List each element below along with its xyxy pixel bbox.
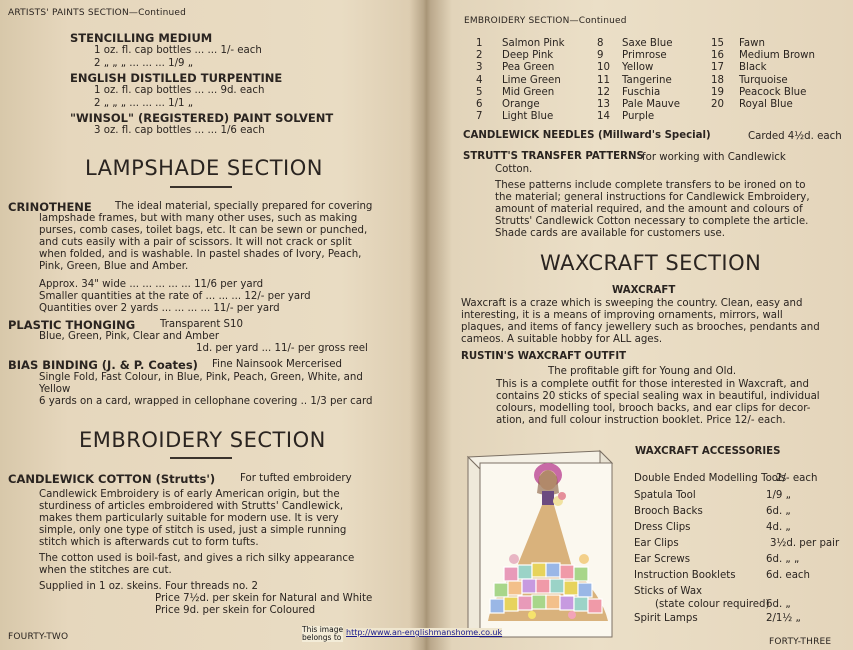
accessory-name: Spatula Tool bbox=[634, 490, 696, 501]
colour-number: 2 bbox=[476, 50, 483, 62]
waxcraft-para-line-4: cameos. A suitable hobby for ALL ages. bbox=[461, 334, 663, 345]
stencilling-row-2: 2 „ „ „ ... ... ... 1/9 „ bbox=[94, 58, 194, 69]
lampshade-heading: LAMPSHADE SECTION bbox=[85, 156, 323, 180]
colour-name: Saxe Blue bbox=[622, 38, 673, 49]
crinothene-line-2: lampshade frames, but with many other uses, such as making bbox=[39, 213, 358, 224]
colour-number: 5 bbox=[476, 86, 483, 98]
crinothene-line-6: Pink, Green, Blue and Amber. bbox=[39, 261, 189, 272]
colour-number: 1 bbox=[476, 38, 483, 49]
transfer-para-line-2: the material; general instructions for Candlewick Embroidery, bbox=[495, 192, 810, 203]
colour-name: Orange bbox=[502, 99, 540, 110]
accessory-price: 6d. each bbox=[766, 570, 810, 581]
accessory-price: 3½d. per pair bbox=[770, 538, 840, 549]
thonging-title: PLASTIC THONGING bbox=[8, 318, 136, 332]
needles-title: CANDLEWICK NEEDLES (Millward's Special) bbox=[463, 130, 711, 141]
transfer-sub-2: Cotton. bbox=[495, 164, 533, 175]
colour-name: Purple bbox=[622, 111, 655, 123]
embroidery-heading: EMBROIDERY SECTION bbox=[79, 428, 326, 452]
crinothene-title: CRINOTHENE bbox=[8, 200, 92, 214]
colour-name: Lime Green bbox=[502, 74, 561, 86]
accessory-price: 6d. „ „ bbox=[766, 554, 800, 565]
outfit-sub: The profitable gift for Young and Old. bbox=[548, 366, 737, 377]
colour-number: 17 bbox=[711, 62, 724, 74]
accessory-price: 2/1½ „ bbox=[766, 613, 801, 624]
thonging-sub: Transparent S10 bbox=[160, 319, 243, 330]
accessory-price: 2/- each bbox=[776, 473, 818, 484]
outfit-para-line-3: colours, modelling tool, brooch backs, and ear clips for decor- bbox=[496, 403, 811, 414]
crinothene-quantities: Quantities over 2 yards ... ... ... ... 11/- per yard bbox=[39, 303, 280, 314]
colour-name: Pale Mauve bbox=[622, 99, 681, 110]
crinothene-line-1: The ideal material, specially prepared for covering bbox=[115, 201, 373, 212]
accessory-name: Double Ended Modelling Tools bbox=[634, 473, 787, 484]
colour-number: 9 bbox=[597, 50, 604, 62]
colour-number: 6 bbox=[476, 99, 483, 110]
transfer-para-line-1: These patterns include complete transfers to be ironed on to bbox=[495, 180, 806, 191]
colour-name: Fawn bbox=[739, 38, 765, 49]
colour-number: 3 bbox=[476, 62, 483, 74]
waxcraft-subheading: WAXCRAFT bbox=[612, 285, 676, 296]
colour-name: Royal Blue bbox=[739, 99, 793, 110]
bias-title: BIAS BINDING (J. & P. Coates) bbox=[8, 358, 198, 372]
turpentine-row-1: 1 oz. fl. cap bottles ... ... 9d. each bbox=[94, 85, 265, 96]
colour-number: 14 bbox=[597, 111, 610, 123]
running-header: EMBROIDERY SECTION—Continued bbox=[464, 16, 627, 26]
colour-number: 15 bbox=[711, 38, 724, 49]
turpentine-row-2: 2 „ „ „ ... ... ... 1/1 „ bbox=[94, 98, 194, 109]
crinothene-line-4: and cuts easily with a pair of scissors. It will not crack or split bbox=[39, 237, 352, 248]
outfit-para-line-2: contains 20 sticks of special sealing wax in beautiful, individual bbox=[496, 391, 820, 402]
transfer-title: STRUTT'S TRANSFER PATTERNS bbox=[463, 151, 644, 162]
turpentine-title: ENGLISH DISTILLED TURPENTINE bbox=[70, 71, 283, 85]
candlewick-price-2: Price 9d. per skein for Coloured bbox=[155, 605, 316, 616]
candlewick-para-1-line-3: makes them particularly suitable for modern use. It is very bbox=[39, 513, 339, 524]
accessory-price: 1/9 „ bbox=[766, 490, 791, 501]
outfit-title: RUSTIN'S WAXCRAFT OUTFIT bbox=[461, 351, 627, 362]
colour-name: Primrose bbox=[622, 50, 667, 62]
colour-number: 11 bbox=[597, 74, 610, 86]
accessory-name: Dress Clips bbox=[634, 522, 691, 533]
colour-name: Pea Green bbox=[502, 62, 555, 74]
accessory-name: Instruction Booklets bbox=[634, 570, 736, 581]
waxcraft-heading: WAXCRAFT SECTION bbox=[540, 251, 762, 275]
crinothene-approx: Approx. 34" wide ... ... ... ... ... 11/6 per yard bbox=[39, 279, 264, 290]
colour-number: 4 bbox=[476, 74, 483, 86]
candlewick-para-1-line-1: Candlewick Embroidery is of early American origin, but the bbox=[39, 489, 340, 500]
watermark-link[interactable]: http://www.an-englishmanshome.co.uk bbox=[346, 628, 503, 637]
page-number-right: FORTY-THREE bbox=[769, 637, 832, 647]
colour-name: Turquoise bbox=[739, 74, 788, 86]
crinothene-line-5: when folded, and is washable. In pastel shades of Ivory, Peach, bbox=[39, 249, 362, 260]
candlewick-cotton-title: CANDLEWICK COTTON (Strutts') bbox=[8, 472, 216, 486]
colour-number: 10 bbox=[597, 62, 610, 74]
transfer-para-line-3: amount of material required, and the amount and colours of bbox=[495, 204, 803, 215]
candlewick-para-1-line-2: sturdiness of articles embroidered with Strutts' Candlewick, bbox=[39, 501, 344, 512]
crinoline-doll-illustration bbox=[462, 449, 617, 639]
accessory-price: 6d. „ bbox=[766, 599, 791, 610]
watermark-line-1: This image bbox=[302, 625, 344, 634]
accessory-name: Sticks of Wax bbox=[634, 586, 703, 597]
winsol-title: "WINSOL" (REGISTERED) PAINT SOLVENT bbox=[70, 111, 334, 125]
colour-number: 12 bbox=[597, 86, 610, 98]
accessory-price: 6d. „ bbox=[766, 506, 791, 517]
needles-price: Carded 4½d. each bbox=[748, 131, 842, 142]
colour-name: Deep Pink bbox=[502, 50, 554, 62]
candlewick-cotton-sub: For tufted embroidery bbox=[240, 473, 352, 484]
colour-name: Yellow bbox=[622, 62, 654, 74]
colour-name: Tangerine bbox=[622, 74, 672, 86]
accessory-name: (state colour required) bbox=[655, 599, 770, 610]
candlewick-price-1: Price 7½d. per skein for Natural and White bbox=[155, 593, 373, 604]
accessory-name: Brooch Backs bbox=[634, 506, 703, 517]
heading-rule bbox=[170, 186, 232, 188]
bias-line-2: Yellow bbox=[39, 384, 71, 395]
candlewick-para-1-line-5: stitch which is afterwards cut to form tufts. bbox=[39, 537, 259, 548]
colour-number: 7 bbox=[476, 111, 483, 123]
stencilling-row-1: 1 oz. fl. cap bottles ... ... 1/- each bbox=[94, 45, 262, 56]
candlewick-supplied: Supplied in 1 oz. skeins. Four threads no. 2 bbox=[39, 581, 258, 592]
watermark-line-2: belongs to bbox=[302, 633, 342, 642]
colour-name: Mid Green bbox=[502, 86, 555, 98]
accessory-name: Spirit Lamps bbox=[634, 613, 698, 624]
crinothene-line-3: purses, comb cases, toilet bags, etc. It can be sewn or punched, bbox=[39, 225, 368, 236]
colour-number: 19 bbox=[711, 86, 724, 98]
bias-sub: Fine Nainsook Mercerised bbox=[212, 359, 342, 370]
page-number-left: FOURTY-TWO bbox=[8, 632, 69, 642]
colour-name: Medium Brown bbox=[739, 50, 815, 62]
winsol-row-1: 3 oz. fl. cap bottles ... ... 1/6 each bbox=[94, 125, 265, 136]
transfer-para-line-5: Shade cards are available for customers use. bbox=[495, 228, 725, 239]
colour-number: 13 bbox=[597, 99, 610, 110]
heading-rule bbox=[170, 457, 232, 459]
colour-number: 20 bbox=[711, 99, 724, 110]
accessory-name: Ear Clips bbox=[634, 538, 679, 549]
transfer-sub: for working with Candlewick bbox=[642, 152, 786, 163]
left-page bbox=[0, 0, 420, 650]
thonging-price: 1d. per yard ... 11/- per gross reel bbox=[196, 343, 368, 354]
accessories-title: WAXCRAFT ACCESSORIES bbox=[635, 446, 781, 457]
running-header: ARTISTS' PAINTS SECTION—Continued bbox=[8, 8, 187, 18]
colour-name: Black bbox=[739, 62, 767, 74]
stencilling-title: STENCILLING MEDIUM bbox=[70, 31, 213, 45]
bias-line-3: 6 yards on a card, wrapped in cellophane covering .. 1/3 per card bbox=[39, 396, 373, 407]
accessory-name: Ear Screws bbox=[634, 554, 691, 565]
watermark-text bbox=[302, 626, 343, 642]
candlewick-para-1-line-4: simple, only one type of stitch is used, just a simple running bbox=[39, 525, 347, 536]
colour-number: 16 bbox=[711, 50, 724, 62]
bias-line-1: Single Fold, Fast Colour, in Blue, Pink, Peach, Green, White, and bbox=[39, 372, 363, 383]
transfer-para-line-4: Strutts' Candlewick Cotton necessary to complete the article. bbox=[495, 216, 809, 227]
thonging-line: Blue, Green, Pink, Clear and Amber bbox=[39, 331, 220, 342]
crinothene-smaller: Smaller quantities at the rate of ... ... ... 12/- per yard bbox=[39, 291, 311, 302]
outfit-para-line-1: This is a complete outfit for those interested in Waxcraft, and bbox=[496, 379, 809, 390]
candlewick-para-2-line-1: The cotton used is boil-fast, and gives a rich silky appearance bbox=[39, 553, 355, 564]
candlewick-para-2-line-2: when the stitches are cut. bbox=[39, 565, 172, 576]
colour-name: Peacock Blue bbox=[739, 86, 807, 98]
waxcraft-para-line-3: plaques, and items of fancy jewellery such as brooches, pendants and bbox=[461, 322, 820, 333]
outfit-para-line-4: ation, and full colour instruction booklet. Price 12/- each. bbox=[496, 415, 786, 426]
colour-number: 8 bbox=[597, 38, 604, 49]
colour-name: Fuschia bbox=[622, 86, 661, 98]
waxcraft-para-line-1: Waxcraft is a craze which is sweeping the country. Clean, easy and bbox=[461, 298, 803, 309]
colour-name: Salmon Pink bbox=[502, 38, 565, 49]
colour-number: 18 bbox=[711, 74, 724, 86]
accessory-price: 4d. „ bbox=[766, 522, 791, 533]
waxcraft-para-line-2: interesting, it is a means of improving ornaments, mirrors, wall bbox=[461, 310, 783, 321]
colour-name: Light Blue bbox=[502, 111, 554, 123]
